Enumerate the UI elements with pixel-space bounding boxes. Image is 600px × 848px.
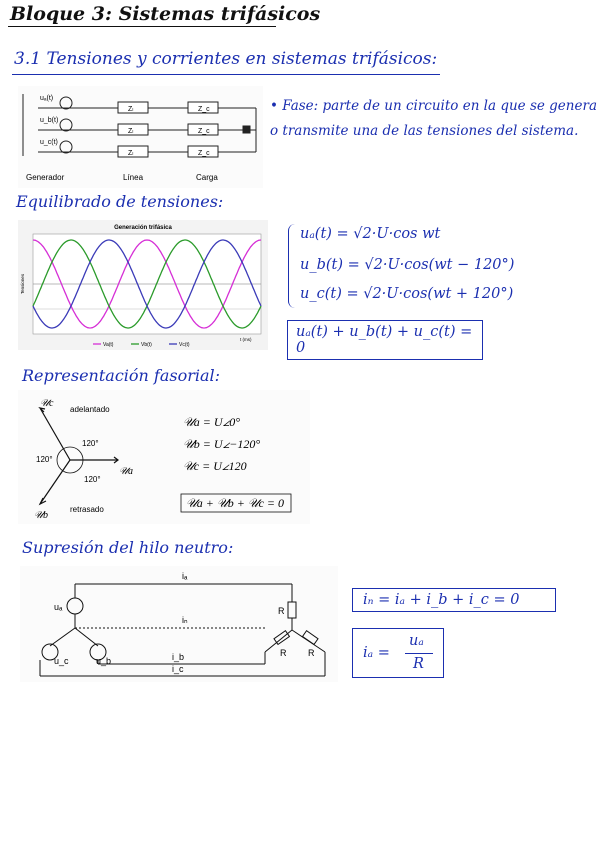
fasorial-heading: Representación fasorial: <box>22 366 221 385</box>
phasor-equation-b: 𝒰b = U∠−120° <box>183 437 261 451</box>
equation-brace <box>288 224 295 308</box>
load-impedance-label: Z_c <box>198 150 210 157</box>
chart-xlabel: t (ms) <box>240 337 252 342</box>
angle-label: 120° <box>84 475 101 484</box>
angle-label: 120° <box>36 455 53 464</box>
legend-label: Va(t) <box>103 342 114 348</box>
phasor-b-label: retrasado <box>70 505 104 514</box>
phasor-a: 𝒰a <box>119 466 133 477</box>
page-title: Bloque 3: Sistemas trifásicos <box>10 3 321 25</box>
section-heading: 3.1 Tensiones y corrientes en sistemas trifásicos: <box>14 49 438 69</box>
source-a-label: uₐ(t) <box>40 95 54 102</box>
source-ua: uₐ <box>54 602 63 612</box>
source-b-label: u_b(t) <box>40 117 59 124</box>
line-impedance-label: Zₗ <box>128 106 134 113</box>
line-impedance-label: Zₗ <box>128 150 134 157</box>
phasor-c: 𝒰c <box>40 398 54 409</box>
ia-lhs: iₐ = <box>363 645 390 661</box>
line-label: Línea <box>123 173 144 182</box>
load-impedance-label: Z_c <box>198 128 210 135</box>
equilibrado-heading: Equilibrado de tensiones: <box>16 192 224 211</box>
three-phase-chart <box>18 220 268 350</box>
section-underline <box>12 74 440 75</box>
chart-ylabel: Tensiones <box>20 273 25 295</box>
current-a: iₐ <box>182 571 188 581</box>
neutral-current-box: iₙ = iₐ + i_b + i_c = 0 <box>352 588 556 612</box>
current-b: i_b <box>172 652 185 662</box>
load-label: Carga <box>196 173 218 182</box>
neutro-heading: Supresión del hilo neutro: <box>22 538 234 557</box>
neutral-suppression-diagram <box>20 566 338 682</box>
ia-numerator: uₐ <box>409 633 424 649</box>
resistor-label: R <box>278 606 285 616</box>
fase-definition: • Fase: parte de un circuito en la que se genera o transmite una de las tensiones del sistema. <box>270 98 597 139</box>
source-c-label: u_c(t) <box>40 139 58 146</box>
resistor-label: R <box>308 648 315 658</box>
title-underline <box>8 26 276 27</box>
phasor-equation-c: 𝒰c = U∠120 <box>183 459 247 473</box>
phasor-equation-a: 𝒰a = U∠0° <box>183 415 241 429</box>
current-c: i_c <box>172 664 184 674</box>
phasor-b: 𝒰b <box>34 510 48 521</box>
source-uc: u_c <box>54 656 69 666</box>
line-impedance-label: Zₗ <box>128 128 134 135</box>
load-impedance-label: Z_c <box>198 106 210 113</box>
phasor-diagram <box>18 390 310 524</box>
generator-label: Generador <box>26 173 65 182</box>
balanced-sum-box: uₐ(t) + u_b(t) + u_c(t) = 0 <box>287 320 483 360</box>
equation-va: uₐ(t) = √2·U·cos wt <box>300 226 441 242</box>
equation-vb: u_b(t) = √2·U·cos(wt − 120°) <box>300 257 515 273</box>
current-n: iₙ <box>182 615 188 625</box>
equation-vc: u_c(t) = √2·U·cos(wt + 120°) <box>300 286 514 302</box>
fraction-bar <box>405 653 433 654</box>
phasor-c-label: adelantado <box>70 405 110 414</box>
legend-label: Vc(t) <box>179 342 190 348</box>
angle-label: 120° <box>82 439 99 448</box>
chart-title: Generación trifásica <box>114 225 172 231</box>
legend-label: Vb(t) <box>141 342 152 348</box>
resistor-label: R <box>280 648 287 658</box>
phasor-sum: 𝒰a + 𝒰b + 𝒰c = 0 <box>186 496 285 510</box>
ia-formula-box <box>352 628 444 678</box>
source-ub: u_b <box>96 656 112 666</box>
three-phase-circuit-diagram <box>18 86 263 188</box>
ia-denominator: R <box>413 656 424 672</box>
